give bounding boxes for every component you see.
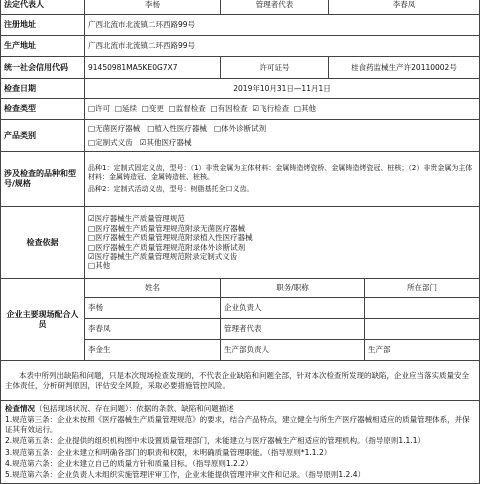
- type-option[interactable]: □许可: [88, 104, 111, 114]
- type-option[interactable]: □有因检查: [210, 104, 248, 114]
- category-option[interactable]: □体外诊断试剂: [214, 124, 267, 134]
- row-type: [1, 99, 480, 120]
- row-prod-addr: [1, 36, 480, 57]
- situation-heading-line: [5, 404, 475, 413]
- date-value: 2019年10月31日—11月1日: [85, 79, 480, 99]
- staff-name: 李金生: [85, 340, 221, 361]
- staff-col-name: 姓名: [85, 279, 221, 298]
- type-option[interactable]: □延续: [114, 104, 137, 114]
- basis-item[interactable]: □其他: [88, 261, 111, 271]
- type-option[interactable]: ☑飞行检查: [252, 104, 290, 114]
- license-label: 许可证号: [221, 57, 329, 79]
- type-option[interactable]: □其他: [293, 104, 316, 114]
- category-options: [85, 120, 480, 152]
- reg-addr-label: 注册地址: [1, 15, 85, 36]
- staff-dept: 生产部: [365, 340, 480, 361]
- note-text: 本表中所列出缺陷和问题，只是本次现场检查发现的，不代表企业缺陷和问题全部，针对本次检查所发现的缺陷，企业应当落实质量安全主体责任，分析研判原因，评估安全风险，采取必要措施管控风险。: [1, 361, 480, 401]
- varieties-label: 涉及检查的品种和型号/规格: [1, 152, 85, 207]
- category-option[interactable]: □无菌医疗器械: [88, 124, 141, 134]
- row-credit: [1, 57, 480, 79]
- staff-col-title: 职务/职称: [221, 279, 365, 298]
- row-category: [1, 120, 480, 152]
- basis-label: 检查依据: [1, 207, 85, 279]
- situation-index: 4.: [5, 458, 13, 468]
- category-option[interactable]: □植入性医疗器械: [147, 124, 207, 134]
- mgmt-rep-label: 管理者代表: [221, 0, 329, 15]
- varieties-value: [85, 152, 480, 207]
- situation-block: [1, 401, 480, 484]
- situation-heading: 检查情况: [5, 404, 35, 413]
- situation-index: 3.: [5, 447, 13, 457]
- staff-title: 企业负责人: [221, 298, 365, 319]
- variety-line: 品种1：定制式固定义齿，型号：（1）非贵金属为主体材料：金属铸造烤瓷桥、金属铸造烤瓷冠、桩核；（2）非贵金属为主体材料：金属铸造冠、金属铸造桩、桩核。: [88, 164, 473, 182]
- row-legal-rep: [1, 0, 480, 15]
- staff-title: 管理者代表: [221, 319, 365, 340]
- date-label: 检查日期: [1, 79, 85, 99]
- staff-name: 李杨: [85, 298, 221, 319]
- reg-addr-value: 广西北流市北流镇二环西路99号: [85, 15, 480, 36]
- staff-title: 生产部负责人: [221, 340, 365, 361]
- situation-item: 规范第五条：企业未建立和明确各部门的职责和权限，未明确质量管理职能。（指导原则*1.1.2）: [12, 447, 332, 457]
- basis-item[interactable]: □医疗器械生产质量管理规范附录植入性医疗器械: [88, 233, 253, 243]
- situation-index: 1.: [5, 415, 13, 425]
- basis-item[interactable]: ☑医疗器械生产质量管理规范附录定制式义齿: [88, 251, 238, 261]
- license-value: 桂食药监械生产许20110002号: [329, 57, 480, 79]
- situation-item: 规范第六条：企业负责人未组织实施管理评审工作，企业未能提供管理评审文件和记录。（指导原则1.2.4）: [12, 470, 365, 480]
- category-option[interactable]: □定制式义齿: [88, 137, 133, 147]
- basis-list: [85, 207, 480, 279]
- type-options: [85, 99, 480, 120]
- staff-name: 李春凤: [85, 319, 221, 340]
- legal-rep-value: 李杨: [85, 0, 221, 15]
- basis-item[interactable]: □医疗器械生产质量管理规范附录体外诊断试剂: [88, 242, 246, 252]
- prod-addr-value: 广西北流市北流镇二环西路99号: [85, 36, 480, 57]
- row-reg-addr: [1, 15, 480, 36]
- type-label: 检查类型: [1, 99, 85, 120]
- staff-label: 企业主要现场配合人员: [1, 279, 85, 361]
- row-varieties: [1, 152, 480, 207]
- variety-line: 品种2：定制式活动义齿，型号：树脂基托全口义齿。: [88, 184, 254, 193]
- situation-index: 2.: [5, 436, 13, 446]
- situation-heading-tail: （包括现场状况、存在问题）：依据的条款、缺陷和问题描述: [35, 404, 234, 413]
- credit-value: 91450981MA5KE0G7X7: [85, 57, 221, 79]
- legal-rep-label: 法定代表人: [1, 0, 85, 15]
- staff-header-row: [1, 279, 480, 298]
- basis-item[interactable]: ☑医疗器械生产质量管理规范: [88, 214, 185, 224]
- row-note: [1, 361, 480, 401]
- type-option[interactable]: □变更: [141, 104, 164, 114]
- mgmt-rep-value: 李春凤: [329, 0, 480, 15]
- credit-label: 统一社会信用代码: [1, 57, 85, 79]
- row-date: [1, 79, 480, 99]
- staff-dept: [365, 298, 480, 319]
- type-option[interactable]: □监督检查: [168, 104, 206, 114]
- situation-index: 5.: [5, 470, 13, 480]
- prod-addr-label: 生产地址: [1, 36, 85, 57]
- staff-dept: [365, 319, 480, 340]
- category-label: 产品类别: [1, 120, 85, 152]
- situation-item: 规范第三条：企业未按照《医疗器械生产质量管理规范》的要求，结合产品特点，建立健全与所生产医疗器械相适应的质量管理体系，并保证其有效运行。: [5, 415, 470, 434]
- situation-item: 规范第六条：企业未建立自己的质量方针和质量目标。（指导原则1.2.2）: [12, 458, 253, 468]
- staff-col-dept: 所在部门: [365, 279, 480, 298]
- basis-item[interactable]: □医疗器械生产质量管理规范附录无菌医疗器械: [88, 223, 246, 233]
- situation-item: 规范第五条：企业提供的组织机构图中未设置质量管理部门，未能建立与医疗器械生产相适应的管理机构。（指导原则1.1.1）: [12, 436, 425, 446]
- row-basis: [1, 207, 480, 279]
- row-situation: [1, 401, 480, 484]
- category-option[interactable]: ☑其他医疗器械: [139, 137, 192, 147]
